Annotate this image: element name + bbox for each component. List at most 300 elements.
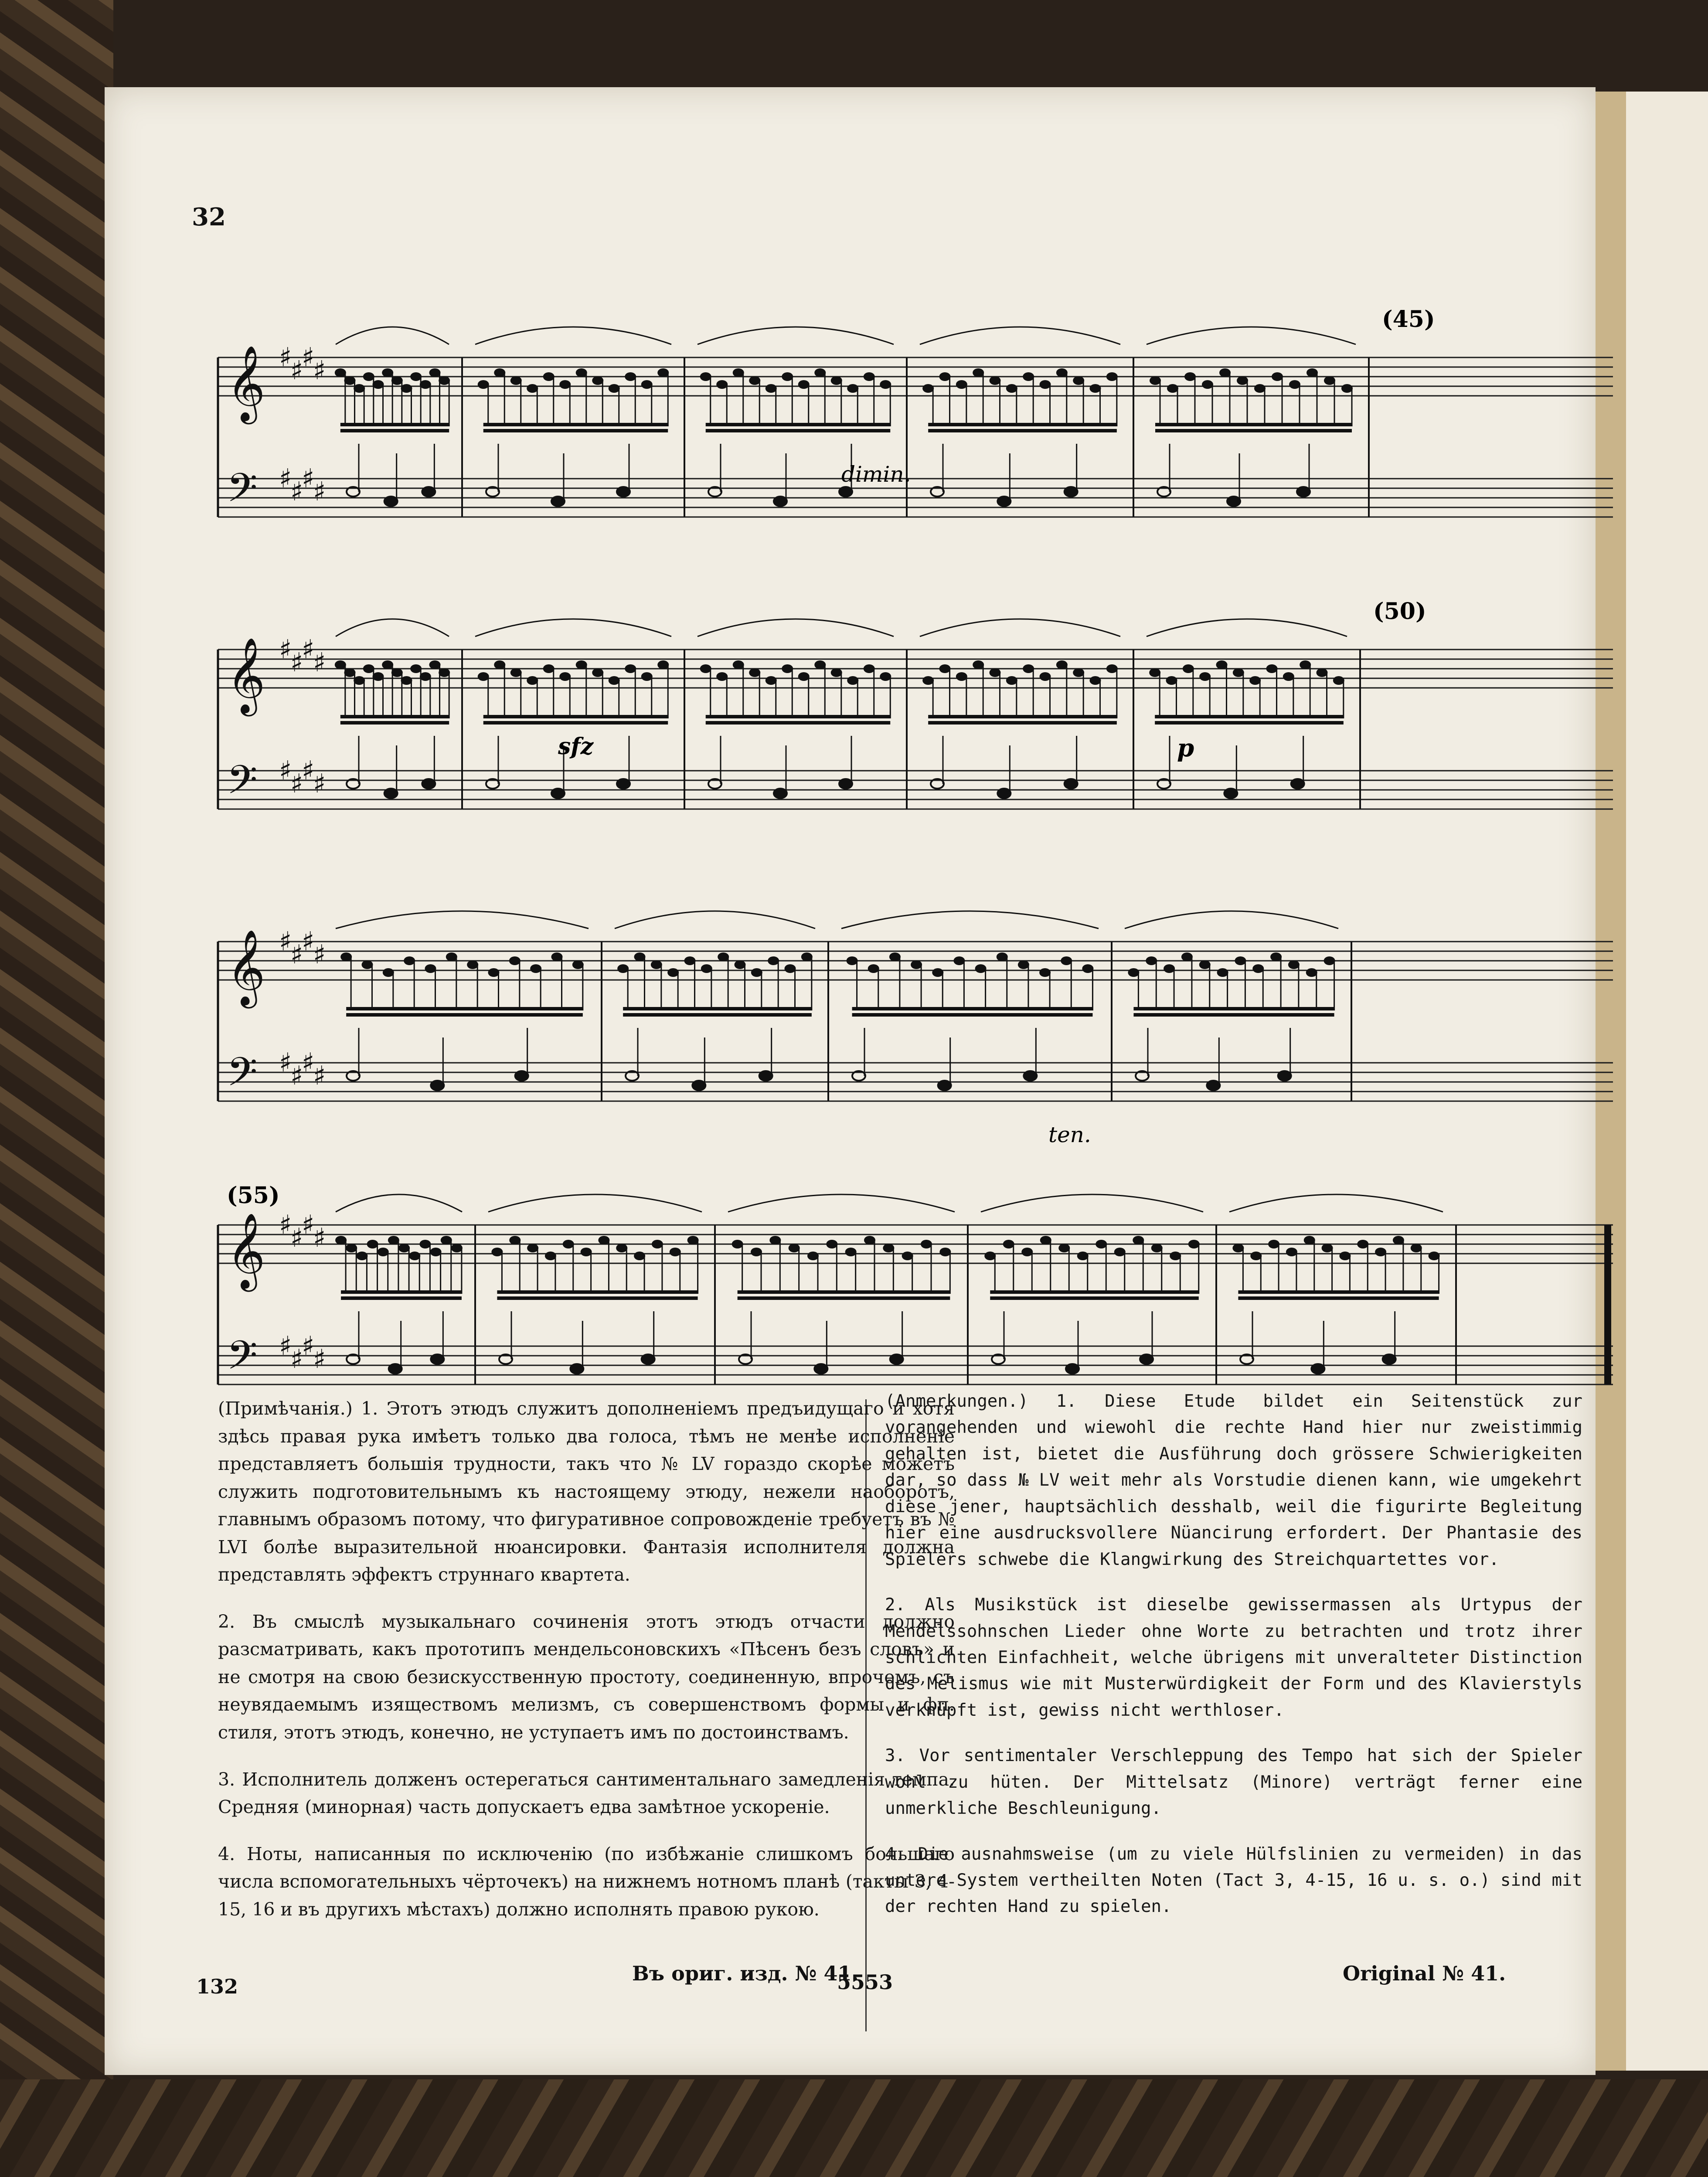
note-head — [494, 368, 505, 377]
note-head — [378, 1248, 389, 1256]
slur — [1125, 911, 1338, 929]
note-head — [847, 384, 858, 393]
note-head — [1219, 368, 1231, 377]
bass-clef-icon: 𝄢 — [227, 1049, 258, 1105]
sharp-icon: ♯ — [313, 1223, 326, 1253]
note-head — [956, 672, 967, 681]
note-head — [616, 1244, 627, 1252]
bass-note-head — [1297, 487, 1310, 497]
sharp-icon: ♯ — [279, 342, 292, 373]
note-head — [997, 952, 1008, 961]
note-head — [363, 372, 374, 381]
sharp-icon: ♯ — [279, 463, 292, 494]
sharp-icon: ♯ — [313, 1061, 326, 1091]
beam — [340, 429, 449, 432]
sharp-icon: ♯ — [302, 463, 315, 494]
note-head — [420, 380, 431, 389]
note-head — [1237, 376, 1248, 385]
bass-note-head — [515, 1071, 528, 1081]
beam — [928, 715, 1117, 718]
note-head — [1021, 1248, 1033, 1256]
note-head — [576, 368, 587, 377]
measure-number-55: (55) — [227, 1182, 280, 1209]
note-head — [356, 1252, 367, 1260]
note-head — [335, 1236, 347, 1245]
note-de-3: 3. Vor sentimentaler Verschleppung des Tempo hat sich der Spieler wohl zu hüten. Der Mittelsatz (Minore) verträgt ferner eine unmerkliche Beschleunigung. — [885, 1746, 1582, 1819]
beam — [738, 1296, 950, 1300]
bass-note-head — [1066, 1364, 1079, 1374]
note-head — [1023, 372, 1034, 381]
note-head — [1300, 660, 1311, 669]
note-head — [687, 1236, 699, 1245]
sharp-icon: ♯ — [290, 1061, 303, 1091]
note-head — [398, 1244, 410, 1252]
note-head — [1270, 952, 1282, 961]
beam — [706, 721, 891, 725]
note-head — [1232, 1244, 1244, 1252]
note-head — [749, 668, 760, 677]
note-head — [1307, 368, 1318, 377]
slur — [1147, 327, 1356, 344]
note-head — [922, 384, 934, 393]
note-head — [769, 1236, 781, 1245]
note-head — [420, 672, 431, 681]
note-head — [956, 380, 967, 389]
note-head — [1183, 664, 1194, 673]
beam — [1155, 423, 1352, 426]
footer-original-edition-ru: Въ ориг. изд. № 41. — [632, 1962, 859, 1985]
beam — [346, 1013, 583, 1017]
sharp-icon: ♯ — [302, 634, 315, 665]
bass-note-head — [1311, 1364, 1324, 1374]
bass-clef-icon: 𝄢 — [227, 757, 258, 813]
note-head — [814, 660, 826, 669]
sharp-icon: ♯ — [313, 769, 326, 799]
note-head — [1286, 1248, 1297, 1256]
note-head — [634, 952, 646, 961]
note-head — [510, 376, 522, 385]
note-head — [807, 1252, 819, 1260]
note-ru-4: 4. Ноты, написанныя по исключенію (по избѣжаніе слишкомъ большаго числа вспомогательныхъ чёрточекъ) на нижнемъ нотномъ планѣ (такты 3, 4-15, 16 и въ другихъ мѣстахъ) должно исполнять правою рукою. — [218, 1843, 955, 1920]
bass-note-head — [384, 789, 398, 798]
note-head — [1250, 1252, 1262, 1260]
note-head — [530, 964, 541, 973]
treble-clef-icon: 𝄞 — [227, 1213, 265, 1289]
note-head — [749, 376, 760, 385]
note-head — [880, 672, 891, 681]
note-head — [847, 956, 858, 965]
note-head — [335, 660, 346, 669]
note-head — [768, 956, 779, 965]
note-head — [1199, 672, 1211, 681]
note-de-1: (Anmerkungen.) 1. Diese Etude bildet ein Seitenstück zur vorangehenden und wiewohl die rechte Hand hier nur zweistimmig gehalten ist, bietet die Ausführung doch grössere Schwierigkeiten dar, so dass № LV weit mehr als Vorstudie dienen kann, wie umgekehrt diese jener, hauptsächlich desshalb, weil die figurirte Begleitung hier eine ausdrucksvollere Nüancirung erfordert. Der Phantasie des Spielers schwebe die Klangwirkung des Streichquartettes vor. — [885, 1391, 1582, 1569]
note-head — [346, 1244, 357, 1252]
note-head — [864, 1236, 875, 1245]
footer-original-edition-de: Original № 41. — [1343, 1962, 1506, 1985]
bass-note-head — [1291, 779, 1304, 789]
slur — [1147, 619, 1347, 636]
note-head — [1235, 956, 1246, 965]
note-head — [409, 1252, 420, 1260]
note-head — [1268, 1240, 1279, 1248]
note-head — [572, 960, 584, 969]
notes-german — [885, 1388, 1582, 1939]
bass-note-head — [774, 789, 787, 798]
treble-clef-icon: 𝄞 — [227, 929, 265, 1005]
bass-note-head — [692, 1081, 705, 1090]
note-head — [478, 380, 489, 389]
note-head — [1166, 676, 1177, 685]
beam — [340, 715, 449, 718]
note-head — [766, 384, 777, 393]
beam — [497, 1290, 697, 1294]
bass-clef-icon: 𝄢 — [227, 1332, 258, 1388]
note-de-2: 2. Als Musikstück ist dieselbe gewissermassen als Urtypus der Mendelssohnschen Lieder ohne Worte zu betrachten und trotz ihrer schlichten Einfachheit, welche übrigens mit unveralteter Distinction des Melismus wie mit Musterwürdigkeit der Form und des Klavierstyls verknüpft ist, gewiss nicht werthloser. — [885, 1595, 1582, 1720]
note-head — [1333, 676, 1344, 685]
note-head — [939, 664, 951, 673]
beam — [497, 1296, 697, 1300]
sharp-icon: ♯ — [313, 939, 326, 970]
note-head — [609, 676, 620, 685]
sharp-icon: ♯ — [302, 342, 315, 373]
note-head — [382, 660, 393, 669]
beam — [1133, 1007, 1334, 1010]
note-head — [814, 368, 826, 377]
slur — [1229, 1194, 1443, 1212]
note-head — [559, 380, 571, 389]
note-head — [383, 968, 394, 977]
note-head — [1306, 968, 1317, 977]
marking-piano: p — [1177, 734, 1194, 762]
bass-note-head — [759, 1071, 772, 1081]
slur — [336, 911, 589, 929]
note-head — [1429, 1252, 1440, 1260]
note-head — [883, 1244, 894, 1252]
note-head — [1082, 964, 1093, 973]
note-head — [1233, 668, 1244, 677]
note-head — [718, 952, 729, 961]
note-head — [576, 660, 587, 669]
note-head — [1341, 384, 1353, 393]
bass-note-head — [617, 487, 630, 497]
bass-note-head — [938, 1081, 951, 1090]
note-head — [1018, 960, 1029, 969]
note-head — [733, 368, 744, 377]
note-head — [344, 668, 356, 677]
note-head — [1056, 368, 1068, 377]
sharp-icon: ♯ — [290, 939, 303, 970]
note-head — [510, 668, 522, 677]
note-head — [801, 952, 813, 961]
bass-note-head — [570, 1364, 583, 1374]
note-head — [864, 664, 875, 673]
note-head — [868, 964, 879, 973]
treble-clef-icon: 𝄞 — [227, 345, 265, 421]
book-edge-left — [0, 0, 113, 2177]
bass-note-head — [1383, 1354, 1396, 1364]
note-head — [1090, 384, 1101, 393]
note-head — [973, 660, 984, 669]
bass-note-head — [389, 1364, 402, 1374]
note-head — [401, 384, 412, 393]
note-head — [1283, 672, 1294, 681]
note-head — [625, 664, 636, 673]
bass-note-head — [839, 487, 852, 497]
note-head — [932, 968, 943, 977]
bass-note-head — [1207, 1081, 1220, 1090]
note-head — [1061, 956, 1072, 965]
note-head — [1058, 1244, 1070, 1252]
beam — [340, 721, 449, 725]
note-head — [766, 676, 777, 685]
marking-tenuto: ten. — [1048, 1122, 1091, 1147]
note-head — [1077, 1252, 1089, 1260]
note-head — [1023, 664, 1034, 673]
beam — [928, 429, 1117, 432]
score-systems — [218, 327, 1613, 1388]
beam — [483, 721, 668, 725]
bass-note-head — [422, 487, 435, 497]
slur — [697, 327, 894, 344]
note-head — [684, 956, 696, 965]
notes-russian — [218, 1395, 955, 1942]
sharp-icon: ♯ — [279, 1210, 292, 1240]
sharp-icon: ♯ — [279, 634, 292, 665]
sharp-icon: ♯ — [290, 647, 303, 678]
beam — [706, 423, 891, 426]
slur — [336, 619, 449, 636]
note-head — [363, 664, 374, 673]
note-head — [831, 376, 842, 385]
bass-clef-icon: 𝄢 — [227, 465, 258, 520]
measure-number-50: (50) — [1373, 598, 1426, 625]
note-head — [391, 668, 403, 677]
note-head — [657, 368, 669, 377]
note-head — [1003, 1240, 1014, 1248]
beam — [483, 715, 668, 718]
bass-note-head — [814, 1364, 827, 1374]
beam — [341, 1290, 462, 1294]
note-head — [700, 372, 711, 381]
note-head — [1199, 960, 1211, 969]
note-head — [1006, 676, 1017, 685]
note-head — [1040, 672, 1051, 681]
note-head — [732, 1240, 743, 1248]
note-head — [527, 384, 538, 393]
note-head — [545, 1252, 556, 1260]
note-head — [864, 372, 875, 381]
note-head — [1040, 1236, 1051, 1245]
slur — [697, 619, 894, 636]
sharp-icon: ♯ — [279, 1048, 292, 1078]
note-head — [1322, 1244, 1333, 1252]
bass-note-head — [1065, 779, 1078, 789]
sharp-icon: ♯ — [302, 1331, 315, 1361]
note-head — [847, 676, 858, 685]
note-head — [1357, 1240, 1368, 1248]
note-head — [354, 676, 365, 685]
note-head — [388, 1236, 399, 1245]
note-head — [419, 1240, 431, 1248]
book-edge-bottom — [0, 2079, 1708, 2177]
note-head — [889, 952, 901, 961]
bass-note-head — [431, 1081, 444, 1090]
note-head — [1272, 372, 1283, 381]
beam — [623, 1007, 812, 1010]
note-head — [1073, 376, 1084, 385]
sharp-icon: ♯ — [302, 1210, 315, 1240]
note-head — [798, 380, 810, 389]
note-head — [1411, 1244, 1422, 1252]
note-head — [494, 660, 505, 669]
note-head — [939, 372, 951, 381]
beam — [928, 721, 1117, 725]
note-head — [439, 668, 450, 677]
note-head — [446, 952, 457, 961]
bass-note-head — [617, 779, 630, 789]
note-head — [911, 960, 922, 969]
beam — [852, 1007, 1093, 1010]
bass-note-head — [1278, 1071, 1291, 1081]
note-head — [581, 1248, 592, 1256]
note-head — [625, 372, 636, 381]
bass-note-head — [997, 789, 1011, 798]
note-head — [382, 368, 393, 377]
note-head — [592, 668, 603, 677]
note-head — [700, 664, 711, 673]
note-head — [1184, 372, 1196, 381]
note-head — [641, 380, 653, 389]
note-head — [1288, 960, 1300, 969]
note-head — [425, 964, 436, 973]
note-head — [1128, 968, 1139, 977]
note-head — [831, 668, 842, 677]
sharp-icon: ♯ — [313, 355, 326, 386]
note-head — [845, 1248, 857, 1256]
final-barline — [1604, 1225, 1611, 1384]
note-head — [344, 376, 356, 385]
note-head — [670, 1248, 681, 1256]
note-head — [634, 1252, 645, 1260]
sharp-icon: ♯ — [302, 755, 315, 786]
music-score — [192, 305, 1613, 1473]
note-head — [921, 1240, 932, 1248]
note-head — [467, 960, 478, 969]
slur — [488, 1194, 702, 1212]
footer-plate-number: 5553 — [837, 1970, 893, 1994]
slur — [475, 327, 671, 344]
note-head — [543, 664, 555, 673]
treble-clef-icon: 𝄞 — [227, 637, 265, 713]
note-head — [441, 1236, 452, 1245]
note-head — [354, 384, 365, 393]
note-head — [1106, 372, 1118, 381]
slur — [728, 1194, 955, 1212]
note-head — [1324, 376, 1335, 385]
note-head — [527, 676, 538, 685]
note-head — [592, 376, 603, 385]
note-head — [1151, 1244, 1163, 1252]
bass-note-head — [1065, 487, 1078, 497]
note-head — [1339, 1252, 1351, 1260]
note-head — [1202, 380, 1213, 389]
sharp-icon: ♯ — [290, 769, 303, 799]
beam — [1238, 1290, 1439, 1294]
note-head — [798, 672, 810, 681]
bass-note-head — [642, 1354, 655, 1364]
bass-note-head — [839, 779, 852, 789]
sharp-icon: ♯ — [313, 476, 326, 507]
note-head — [404, 956, 415, 965]
note-head — [509, 1236, 521, 1245]
note-head — [716, 672, 728, 681]
note-head — [1146, 956, 1157, 965]
bass-note-head — [422, 779, 435, 789]
note-head — [478, 672, 489, 681]
note-head — [716, 380, 728, 389]
note-ru-1: (Примѣчанія.) 1. Этотъ этюдъ служитъ дополненіемъ предъидущаго и хотя здѣсь правая рука имѣетъ только два голоса, тѣмъ не менѣе исполненіе представляетъ большія трудности, такъ что № LV гораздо скорѣе можетъ служить подготовительнымъ къ настоящему этюду, нежели наоборотъ, главнымъ образомъ потому, что фигуративное сопровожденіе требуетъ въ № LVI болѣе выразительной нюансировки. Фантазія исполнителя должна представлять эффектъ струннаго квартета. — [218, 1398, 955, 1585]
beam — [928, 423, 1117, 426]
note-head — [1393, 1236, 1404, 1245]
beam — [623, 1013, 812, 1017]
note-head — [1096, 1240, 1107, 1248]
note-head — [657, 660, 669, 669]
note-head — [1114, 1248, 1126, 1256]
beam — [990, 1296, 1199, 1300]
note-head — [1217, 968, 1228, 977]
beam — [990, 1290, 1199, 1294]
note-head — [340, 952, 352, 961]
note-head — [367, 1240, 378, 1248]
note-head — [401, 676, 412, 685]
note-head — [429, 368, 441, 377]
note-head — [922, 676, 934, 685]
beam — [340, 423, 449, 426]
note-head — [939, 1248, 951, 1256]
sharp-icon: ♯ — [290, 476, 303, 507]
note-head — [1073, 668, 1084, 677]
note-head — [543, 372, 555, 381]
note-head — [1106, 664, 1118, 673]
note-head — [335, 368, 346, 377]
note-head — [1317, 668, 1328, 677]
note-head — [551, 952, 563, 961]
bass-note-head — [1140, 1354, 1153, 1364]
note-head — [751, 968, 762, 977]
sharp-icon: ♯ — [279, 755, 292, 786]
note-head — [782, 664, 793, 673]
note-head — [641, 672, 653, 681]
beam — [1155, 721, 1344, 725]
beam — [706, 715, 891, 718]
measure-number-45: (45) — [1382, 306, 1435, 333]
slur — [615, 911, 815, 929]
note-head — [984, 1252, 996, 1260]
note-head — [1252, 964, 1264, 973]
sharp-icon: ♯ — [302, 1048, 315, 1078]
beam — [1238, 1296, 1439, 1300]
sharp-icon: ♯ — [290, 1223, 303, 1253]
beam — [483, 423, 668, 426]
note-head — [373, 380, 384, 389]
note-head — [1039, 968, 1051, 977]
slur — [981, 1194, 1203, 1212]
slur — [920, 327, 1120, 344]
note-head — [617, 964, 629, 973]
bass-note-head — [890, 1354, 903, 1364]
bass-note-head — [551, 789, 565, 798]
footer-page-number: 132 — [196, 1975, 238, 1998]
